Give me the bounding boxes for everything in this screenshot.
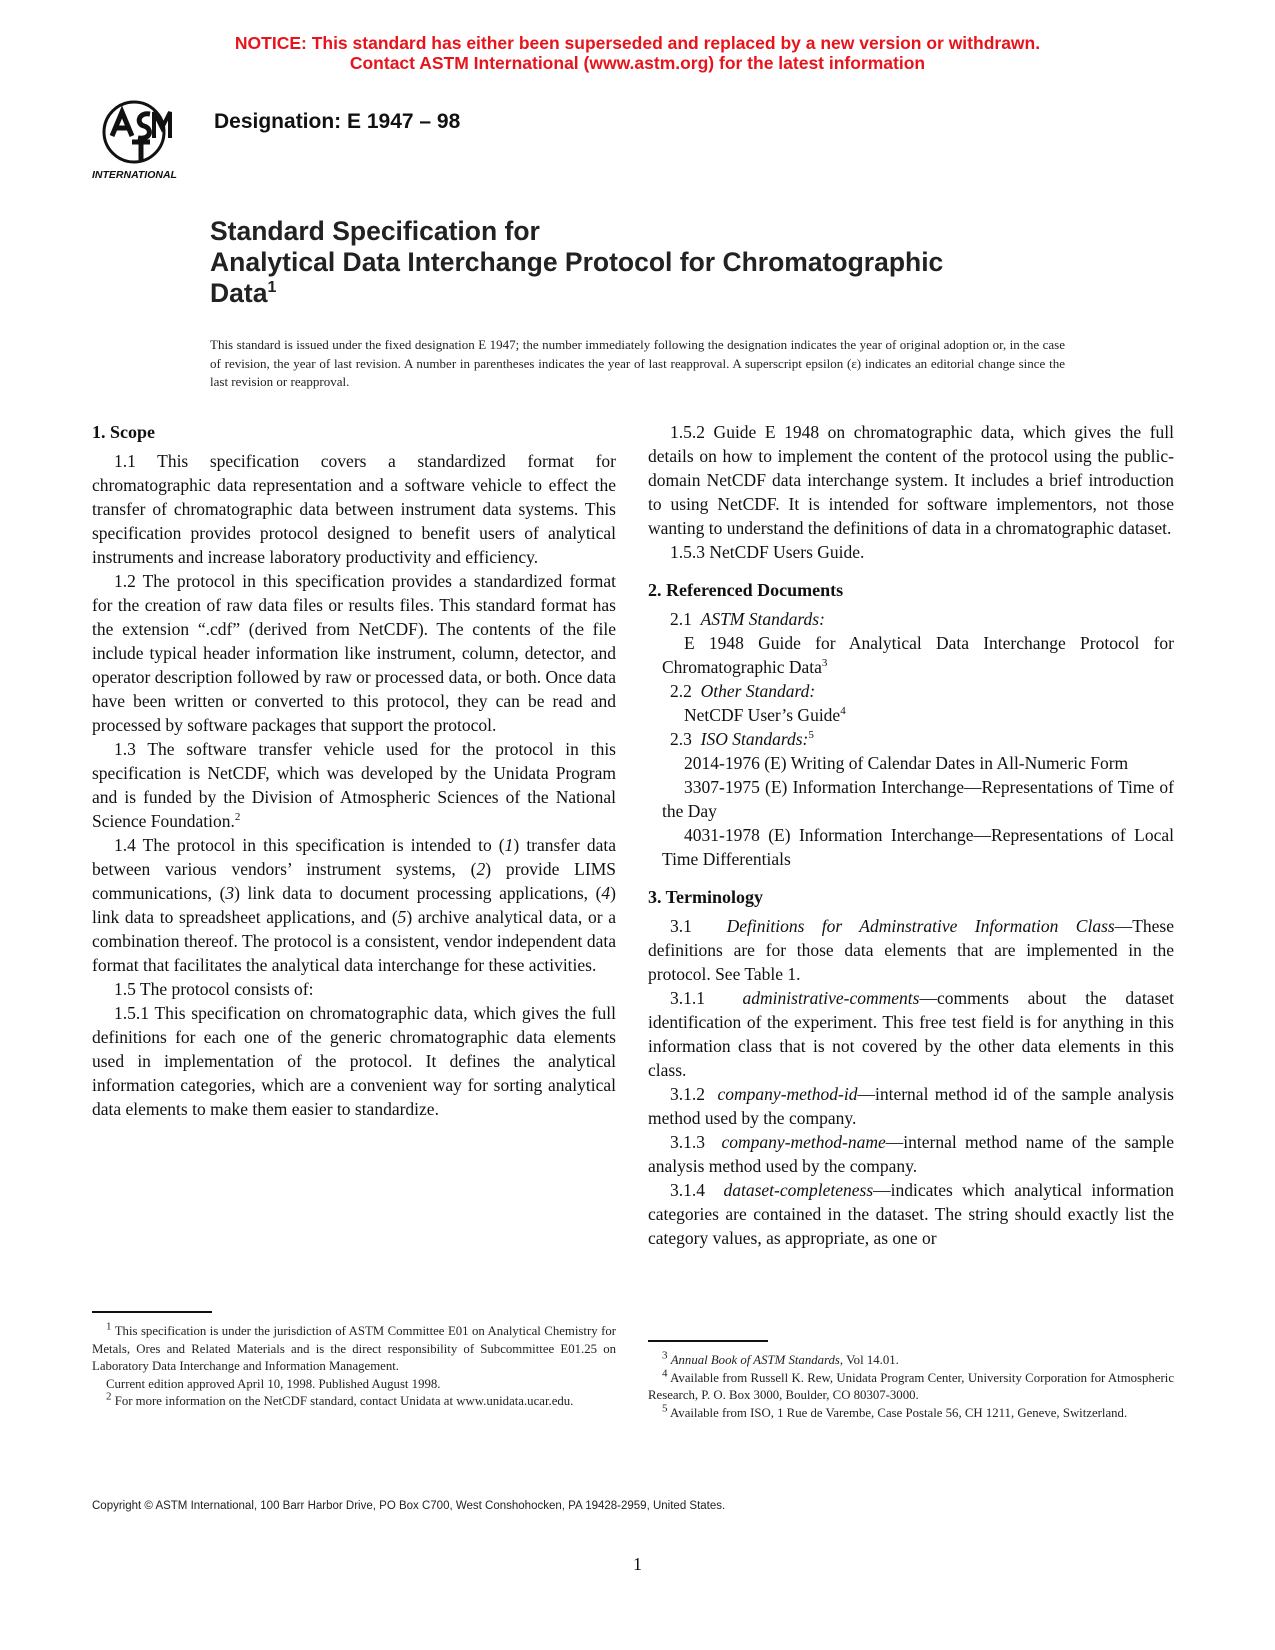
footnote-ref-2: 2 (234, 811, 241, 824)
ref-2-1: 2.1 ASTM Standards: (670, 609, 825, 629)
footnote-1: $^1$ This specification is under the jurisdiction of ASTM Committee E01 on Analytical Chemistry for Metals, Ores and Related Materials and is the direct responsibility of Subcommittee E01.25 on Laboratory Data Interchange and Information Management. (92, 1320, 617, 1373)
superseded-notice (0, 33, 1275, 73)
footnotes-right (648, 1349, 1175, 1422)
footnote-5: $^5$ Available from ISO, 1 Rue de Varembe, Case Postale 56, CH 1211, Geneve, Switzerland. (662, 1402, 1128, 1420)
paragraph-1-5: 1.5 The protocol consists of: (114, 979, 314, 999)
title-footnote-ref: 1 (267, 279, 277, 297)
footnote-divider-left (92, 1311, 212, 1313)
title-line-1: Standard Specification for (210, 216, 540, 246)
footnotes-left (92, 1320, 617, 1411)
term-3-1-3: 3.1.3 company-method-name—internal method name of the sample analysis method used by the company. (648, 1132, 1174, 1176)
ref-netcdf: NetCDF User’s Guide$^4$ (684, 705, 846, 725)
paragraph-1-5-1: 1.5.1 This specification on chromatographic data, which gives the full definitions for each one of the generic chromatographic data elements used in implementation of the protocol. It defines the analytical information categories, which are a convenient way for sorting analytical data elements to make them easier to standardize. (92, 1003, 616, 1119)
footnote-divider-right (648, 1340, 768, 1342)
section-heading-scope: 1. Scope (92, 422, 155, 442)
page-number: 1 (633, 1554, 642, 1574)
notice-line-2: Contact ASTM International (www.astm.org) for the latest information (349, 53, 926, 73)
ref-e1948: E 1948 Guide for Analytical Data Interchange Protocol for Chromatographic Data$^3$ (662, 633, 1174, 677)
paragraph-1-4: 1.4 The protocol in this specification is intended to (1) transfer data between various vendors’ instrument systems, (2) provide LIMS communications, (3) link data to document processing applications, (4) link data to spreadsheet applications, and (5) archive analytical data, or a combination thereof. The protocol is a consistent, vendor independent data format that facilitates the analytical data interchange for these activities. (92, 835, 616, 975)
title-line-2: Analytical Data Interchange Protocol for Chromatographic (210, 247, 944, 277)
notice-line-1: NOTICE: This standard has either been superseded and replaced by a new version or withdrawn. (234, 33, 1041, 53)
ref-iso-3307: 3307-1975 (E) Information Interchange—Representations of Time of the Day (662, 777, 1174, 821)
title-line-3: Data (210, 278, 268, 308)
paragraph-1-5-3: 1.5.3 NetCDF Users Guide. (670, 542, 865, 562)
astm-logo-icon (92, 98, 192, 182)
copyright-line: Copyright © ASTM International, 100 Barr Harbor Drive, PO Box C700, West Conshohocken, PA 19428-2959, United States. (92, 1500, 726, 1512)
footnote-1-edition: Current edition approved April 10, 1998. Published August 1998. (106, 1376, 441, 1391)
paragraph-1-5-2: 1.5.2 Guide E 1948 on chromatographic data, which gives the full details on how to implement the content of the protocol using the public-domain NetCDF data interchange system. It includes a brief introduction to using NetCDF. It is intended for software implementors, not those wanting to understand the definitions of data in a chromatographic dataset. (648, 422, 1174, 538)
left-column (92, 420, 616, 1121)
issue-note: This standard is issued under the fixed designation E 1947; the number immediately following the designation indicates the year of original adoption or, in the case of revision, the year of last revision. A number in parentheses indicates the year of last reapproval. A superscript epsilon (ε) indicates an editorial change since the last revision or reapproval. (210, 337, 1065, 389)
term-3-1: 3.1 Definitions for Adminstrative Information Class—These definitions are for those data elements that are implemented in the protocol. See Table 1. (648, 916, 1174, 984)
term-3-1-4: 3.1.4 dataset-completeness—indicates which analytical information categories are contained in the dataset. The string should exactly list the category values, as appropriate, as one or (648, 1180, 1174, 1248)
ref-2-2: 2.2 Other Standard: (670, 681, 816, 701)
ref-iso-4031: 4031-1978 (E) Information Interchange—Representations of Local Time Differentials (662, 825, 1174, 869)
footnote-2: $^2$ For more information on the NetCDF standard, contact Unidata at www.unidata.ucar.edu. (106, 1390, 574, 1408)
term-3-1-2: 3.1.2 company-method-id—internal method id of the sample analysis method used by the company. (648, 1084, 1174, 1128)
right-column (648, 420, 1174, 1250)
logo-text: INTERNATIONAL (92, 169, 177, 181)
ref-iso-2014: 2014-1976 (E) Writing of Calendar Dates in All-Numeric Form (684, 753, 1129, 773)
document-title (210, 216, 943, 309)
paragraph-1-3: 1.3 The software transfer vehicle used for the protocol in this specification is NetCDF, which was developed by the Unidata Program and is funded by the Division of Atmospheric Sciences of the National Science Foundation.$^2$ (92, 739, 616, 831)
section-heading-referenced-documents: 2. Referenced Documents (648, 580, 844, 600)
ref-2-3: 2.3 ISO Standards:$^5$ (670, 729, 814, 749)
section-heading-terminology: 3. Terminology (648, 887, 764, 907)
footnote-3: $^3$ Annual Book of ASTM Standards, Vol 14.01. (662, 1349, 899, 1367)
term-3-1-1: 3.1.1 administrative-comments—comments about the dataset identification of the experiment. This free test field is for anything in this information class that is not covered by the other data elements in this class. (648, 988, 1175, 1080)
paragraph-1-2: 1.2 The protocol in this specification provides a standardized format for the creation of raw data files or results files. This standard format has the extension “.cdf” (derived from NetCDF). The contents of the file include typical header information like instrument, column, detector, and operator description followed by raw or processed data, or both. Once data have been written or converted to this protocol, they can be read and processed by software packages that support the protocol. (92, 571, 616, 735)
designation: Designation: E 1947 – 98 (214, 110, 461, 133)
paragraph-1-1: 1.1 This specification covers a standardized format for chromatographic data representation and a software vehicle to effect the transfer of chromatographic data between instrument data systems. This specification provides protocol designed to benefit users of analytical instruments and increase laboratory productivity and efficiency. (92, 451, 616, 567)
footnote-4: $^4$ Available from Russell K. Rew, Unidata Program Center, University Corporation for Atmospheric Research, P. O. Box 3000, Boulder, CO 80307-3000. (648, 1367, 1175, 1402)
